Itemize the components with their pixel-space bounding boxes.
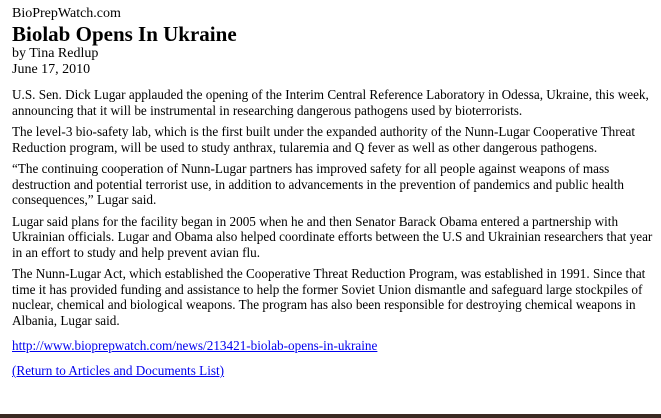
- article-paragraph: The Nunn-Lugar Act, which established the Cooperative Threat Reduction Program, was established in 1991. Since that time it has provided funding and assistance to help the former Soviet Union dismantle and safeguard large stockpiles of nuclear, chemical and biological weapons. The program has also been responsible for destroying chemical weapons in Albania, Lugar said.: [12, 266, 646, 328]
- bottom-divider: [0, 414, 661, 418]
- source-url-link[interactable]: http://www.bioprepwatch.com/news/213421-biolab-opens-in-ukraine: [12, 338, 378, 353]
- article-page: [12, 6, 654, 379]
- article-byline: by Tina Redlup: [12, 46, 99, 61]
- return-to-list-link[interactable]: (Return to Articles and Documents List): [12, 363, 225, 378]
- article-paragraph: The level-3 bio-safety lab, which is the first built under the expanded authority of the Nunn-Lugar Cooperative Threat Reduction program, will be used to study anthrax, tularemia and Q fever as well as other dangerous pathogens.: [12, 124, 636, 155]
- article-headline: Biolab Opens In Ukraine: [12, 22, 237, 46]
- article-date: June 17, 2010: [12, 62, 91, 77]
- article-paragraph: “The continuing cooperation of Nunn-Lugar partners has improved safety for all people against weapons of mass destruction and potential terrorist use, in addition to advancements in the prevention of pandemics and public health consequences,” Lugar said.: [12, 161, 624, 207]
- site-name: BioPrepWatch.com: [12, 6, 121, 21]
- article-paragraph: U.S. Sen. Dick Lugar applauded the opening of the Interim Central Reference Laboratory in Odessa, Ukraine, this week, announcing that it will be instrumental in researching dangerous pathogens used by bioterrorists.: [12, 87, 649, 118]
- article-body: [12, 87, 654, 328]
- article-paragraph: Lugar said plans for the facility began in 2005 when he and then Senator Barack Obama entered a partnership with Ukrainian officials. Lugar and Obama also helped coordinate efforts between the U.S and Ukrainian researchers that year in an effort to study and help prevent avian flu.: [12, 213, 653, 260]
